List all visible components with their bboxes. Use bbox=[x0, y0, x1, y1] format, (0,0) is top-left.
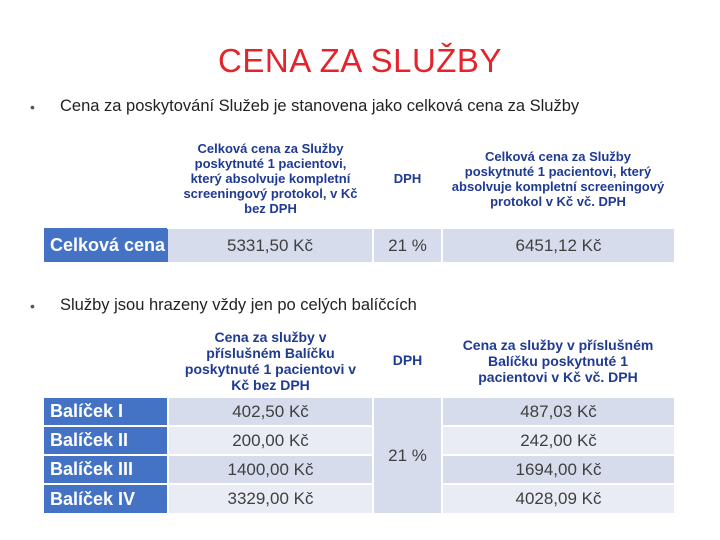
price-excl-cell: 1400,00 Kč bbox=[168, 455, 373, 484]
table2-header-price-incl-text: Cena za služby v příslušném Balíčku poskytnuté 1 pacientovi v Kč vč. DPH bbox=[462, 336, 654, 385]
table1-header-price-incl-text: Celková cena za Služby poskytnuté 1 pacientovi, který absolvuje kompletní screeningový protokol v Kč vč. DPH bbox=[451, 148, 665, 209]
row-label: Balíček II bbox=[44, 426, 168, 455]
bullet-icon: • bbox=[30, 98, 35, 115]
page-title: CENA ZA SLUŽBY bbox=[218, 42, 502, 79]
bullet-item-2 bbox=[30, 296, 417, 315]
bullet-text-2: Služby jsou hrazeny vždy jen po celých balíčcích bbox=[60, 296, 417, 314]
table2-header-price-excl bbox=[168, 325, 373, 397]
package-price-table bbox=[44, 325, 675, 513]
price-incl-cell: 242,00 Kč bbox=[442, 426, 674, 455]
total-price-table bbox=[44, 130, 675, 262]
bullet-item-1 bbox=[30, 97, 579, 116]
table1-header-empty bbox=[44, 130, 168, 228]
table2-header-empty bbox=[44, 325, 168, 397]
price-excl-cell: 5331,50 Kč bbox=[168, 228, 373, 262]
price-incl-cell: 4028,09 Kč bbox=[442, 484, 674, 513]
row-label: Balíček III bbox=[44, 455, 168, 484]
vat-cell: 21 % bbox=[373, 397, 442, 513]
table2-header-vat bbox=[373, 325, 442, 397]
table2-header-price-excl-text: Cena za služby v příslušném Balíčku poskytnuté 1 pacientovi v Kč bez DPH bbox=[184, 328, 357, 393]
price-excl-cell: 3329,00 Kč bbox=[168, 484, 373, 513]
table-row bbox=[44, 426, 674, 455]
table-row bbox=[44, 228, 674, 262]
table1-header-vat bbox=[373, 130, 442, 228]
price-incl-cell: 1694,00 Kč bbox=[442, 455, 674, 484]
table-row bbox=[44, 397, 674, 426]
table-row bbox=[44, 484, 674, 513]
table1-header-price-excl-text: Celková cena za Služby poskytnuté 1 pacientovi, který absolvuje kompletní screeningový protokol, v Kč bez DPH bbox=[183, 141, 358, 216]
table2-header-price-incl bbox=[442, 325, 674, 397]
vat-cell: 21 % bbox=[373, 228, 442, 262]
table1-header-price-excl bbox=[168, 130, 373, 228]
price-excl-cell: 200,00 Kč bbox=[168, 426, 373, 455]
bullet-icon: • bbox=[30, 297, 35, 314]
price-incl-cell: 487,03 Kč bbox=[442, 397, 674, 426]
bullet-text-1: Cena za poskytování Služeb je stanovena jako celková cena za Služby bbox=[60, 97, 580, 115]
table-row bbox=[44, 455, 674, 484]
price-incl-cell: 6451,12 Kč bbox=[442, 228, 674, 262]
table1-header-price-incl bbox=[442, 130, 674, 228]
price-excl-cell: 402,50 Kč bbox=[168, 397, 373, 426]
table1-header-vat-text: DPH bbox=[393, 171, 422, 186]
row-label: Balíček IV bbox=[44, 484, 168, 513]
table2-header-vat-text: DPH bbox=[392, 352, 423, 368]
row-label: Balíček I bbox=[44, 397, 168, 426]
row-label: Celková cena bbox=[44, 228, 168, 262]
